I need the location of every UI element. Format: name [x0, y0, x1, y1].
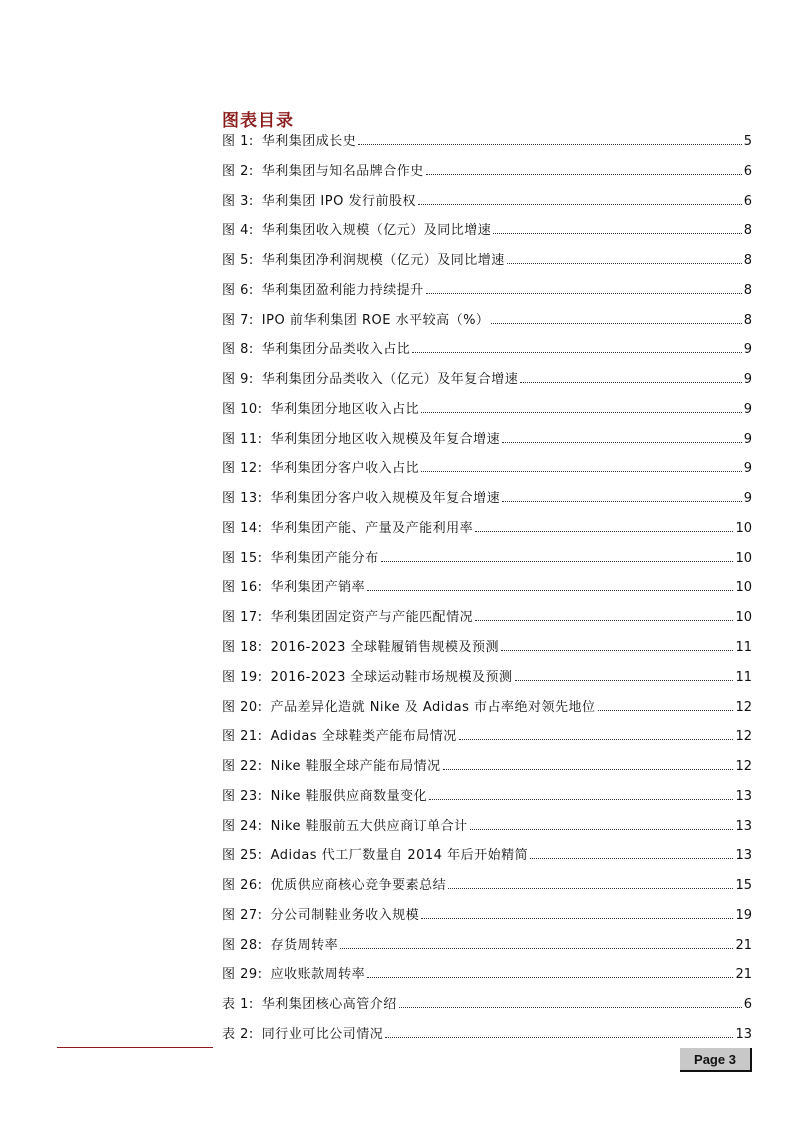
- toc-entry-label: [222, 579, 365, 597]
- toc-entry-text: 分公司制鞋业务收入规模: [270, 907, 420, 923]
- toc-entry-text: Nike 鞋服供应商数量变化: [270, 788, 428, 804]
- toc-entry-text: 华利集团收入规模（亿元）及同比增速: [261, 223, 492, 239]
- toc-entry-number: 图 20:: [222, 699, 263, 715]
- toc-entry-text: 产品差异化造就 Nike 及 Adidas 市占率绝对领先地位: [270, 699, 596, 715]
- toc-entry-page: 8: [743, 312, 752, 328]
- toc-entry-number: 图 17:: [222, 610, 263, 626]
- toc-entry-text: 应收账款周转率: [270, 967, 366, 983]
- toc-entry-page: 8: [743, 282, 752, 298]
- toc-entry-text: 2016-2023 全球运动鞋市场规模及预测: [270, 669, 513, 685]
- toc-entry-label: [222, 550, 379, 568]
- toc-entry-number: 图 28:: [222, 937, 263, 953]
- toc-entry[interactable]: [222, 370, 752, 400]
- dot-leader: [475, 608, 733, 621]
- toc-entry-page: 21: [735, 937, 752, 953]
- toc-entry-number: 图 8:: [222, 342, 254, 358]
- dot-leader: [421, 459, 742, 472]
- dot-leader: [502, 489, 742, 502]
- toc-entry-label: [222, 252, 505, 270]
- toc-entry-page: 15: [735, 878, 752, 894]
- toc-entry-text: 华利集团分品类收入（亿元）及年复合增速: [261, 372, 519, 388]
- toc-entry[interactable]: [222, 400, 752, 430]
- toc-entry-page: 12: [735, 699, 752, 715]
- toc-entry-label: [222, 669, 513, 687]
- toc-entry[interactable]: [222, 995, 752, 1025]
- dot-leader: [426, 281, 742, 294]
- toc-entry-number: 图 6:: [222, 282, 254, 298]
- toc-entry-page: 13: [735, 818, 752, 834]
- dot-leader: [520, 370, 741, 383]
- toc-entry-page: 13: [735, 788, 752, 804]
- toc-entry-label: [222, 520, 473, 538]
- dot-leader: [367, 578, 733, 591]
- toc-entry-page: 12: [735, 729, 752, 745]
- toc-entry-text: 华利集团固定资产与产能匹配情况: [270, 610, 474, 626]
- toc-entry[interactable]: [222, 876, 752, 906]
- toc-entry[interactable]: [222, 787, 752, 817]
- toc-entry[interactable]: [222, 162, 752, 192]
- toc-entry[interactable]: [222, 757, 752, 787]
- toc-entry[interactable]: [222, 192, 752, 222]
- table-of-figures: [222, 132, 752, 1055]
- toc-entry-label: [222, 163, 424, 181]
- dot-leader: [429, 787, 733, 800]
- toc-entry-number: 图 4:: [222, 223, 254, 239]
- dot-leader: [598, 698, 734, 711]
- toc-entry[interactable]: [222, 221, 752, 251]
- toc-entry-text: Nike 鞋服前五大供应商订单合计: [270, 818, 468, 834]
- toc-entry[interactable]: [222, 549, 752, 579]
- toc-entry-label: [222, 193, 416, 211]
- dot-leader: [448, 876, 733, 889]
- toc-entry[interactable]: [222, 965, 752, 995]
- dot-leader: [475, 519, 733, 532]
- toc-title: 图表目录: [222, 111, 294, 131]
- dot-leader: [501, 638, 733, 651]
- toc-entry-page: 11: [735, 669, 752, 685]
- toc-entry-page: 9: [743, 431, 752, 447]
- toc-entry-label: [222, 996, 397, 1014]
- toc-entry-text: 优质供应商核心竞争要素总结: [270, 878, 447, 894]
- toc-entry[interactable]: [222, 251, 752, 281]
- toc-entry-label: [222, 401, 419, 419]
- toc-entry-label: [222, 818, 468, 836]
- toc-entry-label: [222, 907, 419, 925]
- dot-leader: [443, 757, 734, 770]
- toc-entry[interactable]: [222, 519, 752, 549]
- dot-leader: [399, 995, 742, 1008]
- toc-entry[interactable]: [222, 608, 752, 638]
- toc-entry-number: 图 21:: [222, 729, 263, 745]
- toc-entry-label: [222, 758, 441, 776]
- toc-entry-label: [222, 460, 419, 478]
- toc-entry[interactable]: [222, 132, 752, 162]
- toc-entry-text: 华利集团产能分布: [270, 550, 379, 566]
- toc-entry[interactable]: [222, 1025, 752, 1055]
- dot-leader: [367, 965, 733, 978]
- toc-entry[interactable]: [222, 489, 752, 519]
- toc-entry-number: 图 24:: [222, 818, 263, 834]
- toc-entry-label: [222, 133, 356, 151]
- toc-entry-label: [222, 728, 457, 746]
- toc-entry-number: 图 27:: [222, 907, 263, 923]
- toc-entry[interactable]: [222, 578, 752, 608]
- toc-entry-text: 华利集团分客户收入规模及年复合增速: [270, 491, 501, 507]
- toc-entry-label: [222, 639, 499, 657]
- toc-entry-text: 华利集团与知名品牌合作史: [261, 163, 424, 179]
- toc-entry-label: [222, 788, 427, 806]
- toc-entry[interactable]: [222, 430, 752, 460]
- dot-leader: [515, 668, 734, 681]
- toc-entry[interactable]: [222, 906, 752, 936]
- toc-entry-text: 华利集团分地区收入占比: [270, 401, 420, 417]
- toc-entry-page: 19: [735, 907, 752, 923]
- dot-leader: [426, 162, 742, 175]
- toc-entry-number: 图 1:: [222, 134, 254, 149]
- toc-entry-text: 华利集团分客户收入占比: [270, 461, 420, 477]
- toc-entry-label: [222, 1026, 383, 1044]
- toc-entry[interactable]: [222, 817, 752, 847]
- toc-entry-number: 图 14:: [222, 520, 263, 536]
- toc-entry-number: 图 12:: [222, 461, 263, 477]
- toc-entry-text: 2016-2023 全球鞋履销售规模及预测: [270, 640, 500, 656]
- dot-leader: [470, 817, 734, 830]
- toc-entry-text: Adidas 全球鞋类产能布局情况: [270, 729, 457, 745]
- toc-entry-label: [222, 282, 424, 300]
- toc-entry-label: [222, 371, 518, 389]
- toc-entry-label: [222, 341, 410, 359]
- toc-entry-number: 图 19:: [222, 669, 263, 685]
- toc-entry-number: 图 11:: [222, 431, 263, 447]
- toc-entry-number: 图 22:: [222, 759, 263, 775]
- toc-entry-text: 华利集团核心高管介绍: [261, 997, 397, 1013]
- toc-entry[interactable]: [222, 311, 752, 341]
- toc-entry[interactable]: [222, 340, 752, 370]
- toc-entry-text: 华利集团分地区收入规模及年复合增速: [270, 431, 501, 447]
- toc-entry-page: 9: [743, 401, 752, 417]
- toc-entry-page: 13: [735, 848, 752, 864]
- dot-leader: [340, 936, 733, 949]
- toc-entry-page: 12: [735, 759, 752, 775]
- toc-entry-page: 10: [735, 610, 752, 626]
- toc-entry-text: 华利集团净利润规模（亿元）及同比增速: [261, 253, 505, 269]
- toc-entry-label: [222, 222, 491, 240]
- toc-entry-label: [222, 937, 338, 955]
- dot-leader: [358, 132, 741, 145]
- dot-leader: [530, 846, 733, 859]
- toc-entry-number: 图 7:: [222, 312, 254, 328]
- toc-entry-page: 9: [743, 461, 752, 477]
- toc-entry-number: 图 26:: [222, 878, 263, 894]
- toc-entry-text: IPO 前华利集团 ROE 水平较高（%）: [261, 312, 490, 328]
- dot-leader: [421, 400, 742, 413]
- dot-leader: [502, 430, 742, 443]
- toc-entry-label: [222, 847, 528, 865]
- toc-entry[interactable]: [222, 936, 752, 966]
- toc-entry-label: [222, 609, 473, 627]
- toc-entry-text: 华利集团产能、产量及产能利用率: [270, 520, 474, 536]
- toc-entry-label: [222, 699, 596, 717]
- toc-entry-page: 10: [735, 520, 752, 536]
- toc-entry-number: 图 9:: [222, 372, 254, 388]
- toc-entry-page: 10: [735, 550, 752, 566]
- page-number-badge: Page 3: [680, 1048, 752, 1072]
- dot-leader: [507, 251, 742, 264]
- toc-entry-text: Nike 鞋服全球产能布局情况: [270, 759, 441, 775]
- toc-entry-page: 9: [743, 342, 752, 358]
- dot-leader: [459, 727, 734, 740]
- footer-divider: [57, 1047, 213, 1048]
- toc-entry-page: 9: [743, 372, 752, 388]
- toc-entry-page: 11: [735, 640, 752, 656]
- toc-entry-text: 华利集团 IPO 发行前股权: [261, 193, 416, 209]
- dot-leader: [421, 906, 733, 919]
- toc-entry[interactable]: [222, 727, 752, 757]
- toc-entry-number: 图 10:: [222, 401, 263, 417]
- toc-entry-number: 图 3:: [222, 193, 254, 209]
- toc-entry-number: 图 18:: [222, 640, 263, 656]
- toc-entry-number: 表 1:: [222, 997, 254, 1013]
- toc-entry-number: 图 29:: [222, 967, 263, 983]
- dot-leader: [381, 549, 734, 562]
- toc-entry-page: 5: [743, 134, 752, 149]
- toc-entry[interactable]: [222, 281, 752, 311]
- dot-leader: [493, 221, 741, 234]
- dot-leader: [385, 1025, 733, 1038]
- toc-entry-text: 存货周转率: [270, 937, 339, 953]
- toc-entry-number: 图 16:: [222, 580, 263, 596]
- toc-entry-label: [222, 877, 446, 895]
- toc-entry-text: Adidas 代工厂数量自 2014 年后开始精简: [270, 848, 529, 864]
- toc-entry-number: 图 25:: [222, 848, 263, 864]
- dot-leader: [412, 340, 741, 353]
- toc-entry-text: 同行业可比公司情况: [261, 1026, 384, 1042]
- toc-entry-page: 6: [743, 997, 752, 1013]
- toc-entry-number: 图 5:: [222, 253, 254, 269]
- toc-entry[interactable]: [222, 846, 752, 876]
- toc-entry-page: 21: [735, 967, 752, 983]
- dot-leader: [418, 192, 742, 205]
- toc-entry-number: 图 13:: [222, 491, 263, 507]
- toc-entry-text: 华利集团盈利能力持续提升: [261, 282, 424, 298]
- toc-entry-page: 6: [743, 193, 752, 209]
- toc-entry-number: 图 15:: [222, 550, 263, 566]
- toc-entry-page: 6: [743, 163, 752, 179]
- toc-entry-label: [222, 490, 500, 508]
- toc-entry-label: [222, 312, 489, 330]
- toc-entry-page: 13: [735, 1026, 752, 1042]
- toc-entry[interactable]: [222, 698, 752, 728]
- toc-entry-number: 表 2:: [222, 1026, 254, 1042]
- toc-entry[interactable]: [222, 668, 752, 698]
- toc-entry-text: 华利集团成长史: [261, 134, 357, 149]
- dot-leader: [491, 311, 741, 324]
- toc-entry-label: [222, 431, 500, 449]
- toc-entry-page: 8: [743, 223, 752, 239]
- toc-entry-page: 9: [743, 491, 752, 507]
- toc-entry-text: 华利集团分品类收入占比: [261, 342, 411, 358]
- toc-entry-label: [222, 966, 365, 984]
- toc-entry-page: 8: [743, 253, 752, 269]
- toc-entry[interactable]: [222, 459, 752, 489]
- toc-entry-number: 图 2:: [222, 163, 254, 179]
- toc-entry[interactable]: [222, 638, 752, 668]
- toc-entry-number: 图 23:: [222, 788, 263, 804]
- toc-entry-page: 10: [735, 580, 752, 596]
- toc-entry-text: 华利集团产销率: [270, 580, 366, 596]
